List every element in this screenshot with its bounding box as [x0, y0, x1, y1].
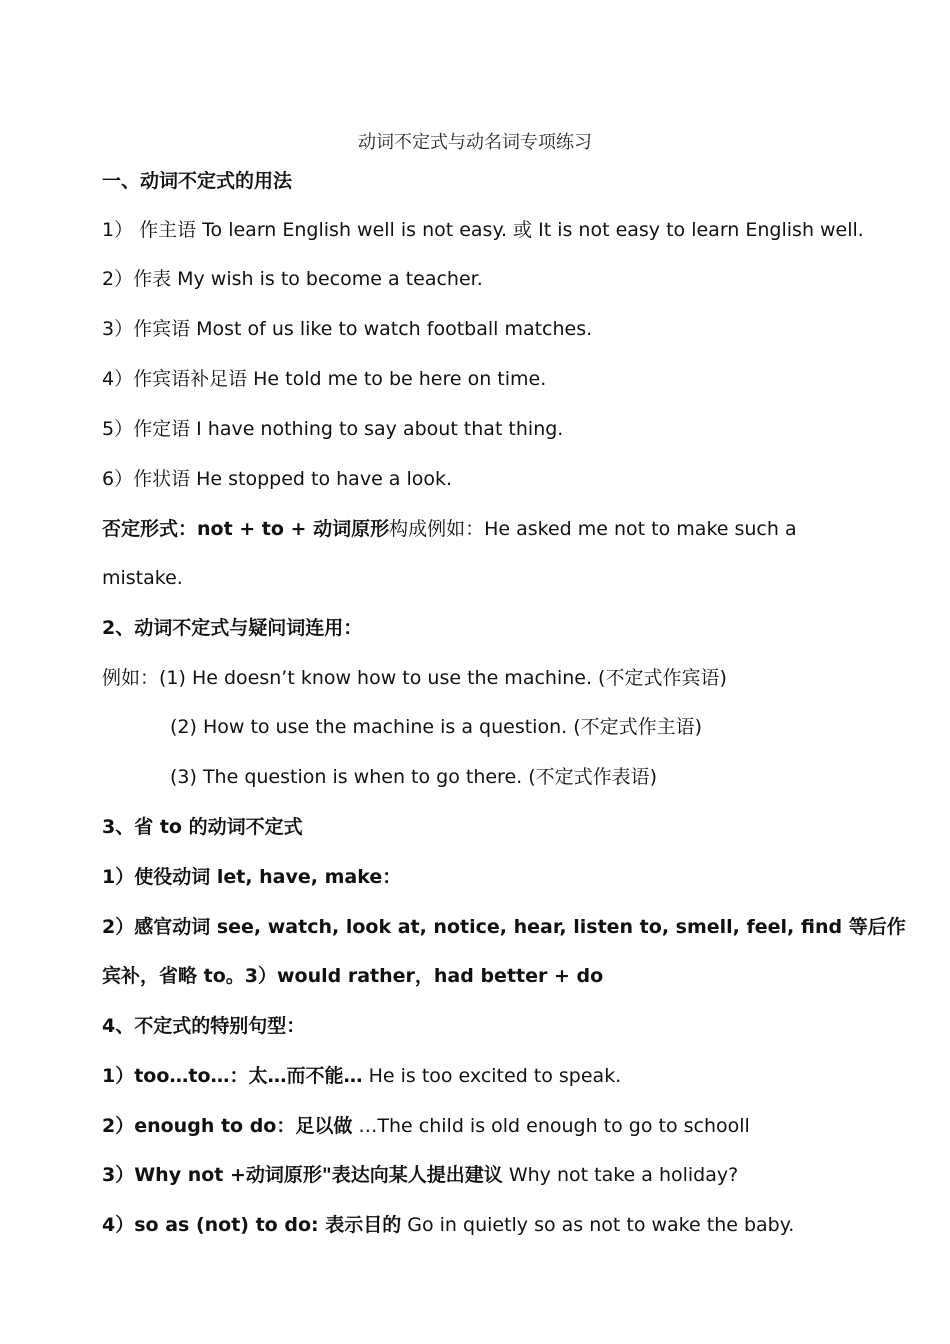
section-heading-1 [102, 168, 880, 194]
usage-line-1 [102, 217, 880, 243]
bare-infinitive-line-3 [102, 963, 880, 989]
line-text: 2）作表 My wish is to become a teacher. [102, 268, 483, 290]
usage-line-6 [102, 466, 880, 492]
line-text: 3）作宾语 Most of us like to watch football matches. [102, 318, 593, 340]
section-heading-3 [102, 814, 880, 840]
line-bold: 2）感官动词 see, watch, look at, notice, hear, listen to, smell, feel, find 等后作 [102, 916, 906, 938]
usage-line-2 [102, 266, 880, 292]
line-text: 构成例如：He asked me not to make such a [389, 518, 797, 540]
negative-form-line [102, 516, 880, 542]
example-line-3 [170, 764, 880, 790]
usage-line-3 [102, 316, 880, 342]
line-bold: 1）too…to…：太…而不能… [102, 1065, 363, 1087]
line-text: Go in quietly so as not to wake the baby. [401, 1214, 795, 1236]
line-text: 6）作状语 He stopped to have a look. [102, 468, 453, 490]
line-text: …The child is old enough to go to schooll [352, 1115, 750, 1137]
usage-line-5 [102, 416, 880, 442]
line-text: He is too excited to speak. [362, 1065, 622, 1087]
usage-line-4 [102, 366, 880, 392]
line-text: Why not take a holiday? [502, 1164, 739, 1186]
line-text: (2) How to use the machine is a question. (不定式作主语) [170, 716, 703, 738]
example-line-1 [102, 665, 880, 691]
example-line-2 [170, 714, 880, 740]
line-bold: 4）so as (not) to do: 表示目的 [102, 1214, 402, 1236]
section-heading-4 [102, 1013, 880, 1039]
negative-form-continued [102, 565, 880, 591]
bare-infinitive-line-2 [102, 914, 906, 940]
section-heading-2 [102, 615, 880, 641]
line-text: mistake. [102, 567, 183, 589]
line-bold: 3）Why not +动词原形"表达向某人提出建议 [102, 1164, 503, 1186]
line-bold: 一、动词不定式的用法 [102, 170, 293, 192]
pattern-line-2 [102, 1113, 880, 1139]
line-bold: 宾补，省略 to。3）would rather，had better + do [102, 965, 604, 987]
line-bold: 2、动词不定式与疑问词连用： [102, 617, 363, 639]
line-text: 4）作宾语补足语 He told me to be here on time. [102, 368, 547, 390]
document-title: 动词不定式与动名词专项练习 [358, 132, 592, 153]
line-bold: 否定形式：not + to + 动词原形 [102, 518, 390, 540]
pattern-line-4 [102, 1212, 880, 1238]
bare-infinitive-line-1 [102, 864, 880, 890]
line-bold: 3、省 to 的动词不定式 [102, 816, 303, 838]
pattern-line-3 [102, 1162, 880, 1188]
line-text: 1） 作主语 To learn English well is not easy. 或 It is not easy to learn English well. [102, 219, 864, 241]
line-bold: 2）enough to do：足以做 [102, 1115, 353, 1137]
line-bold: 1）使役动词 let, have, make： [102, 866, 402, 888]
line-text: (3) The question is when to go there. (不定式作表语) [170, 766, 658, 788]
line-text: 5）作定语 I have nothing to say about that thing. [102, 418, 564, 440]
line-text: 例如：(1) He doesn’t know how to use the machine. (不定式作宾语) [102, 667, 727, 689]
line-bold: 4、不定式的特别句型： [102, 1015, 306, 1037]
pattern-line-1 [102, 1063, 880, 1089]
